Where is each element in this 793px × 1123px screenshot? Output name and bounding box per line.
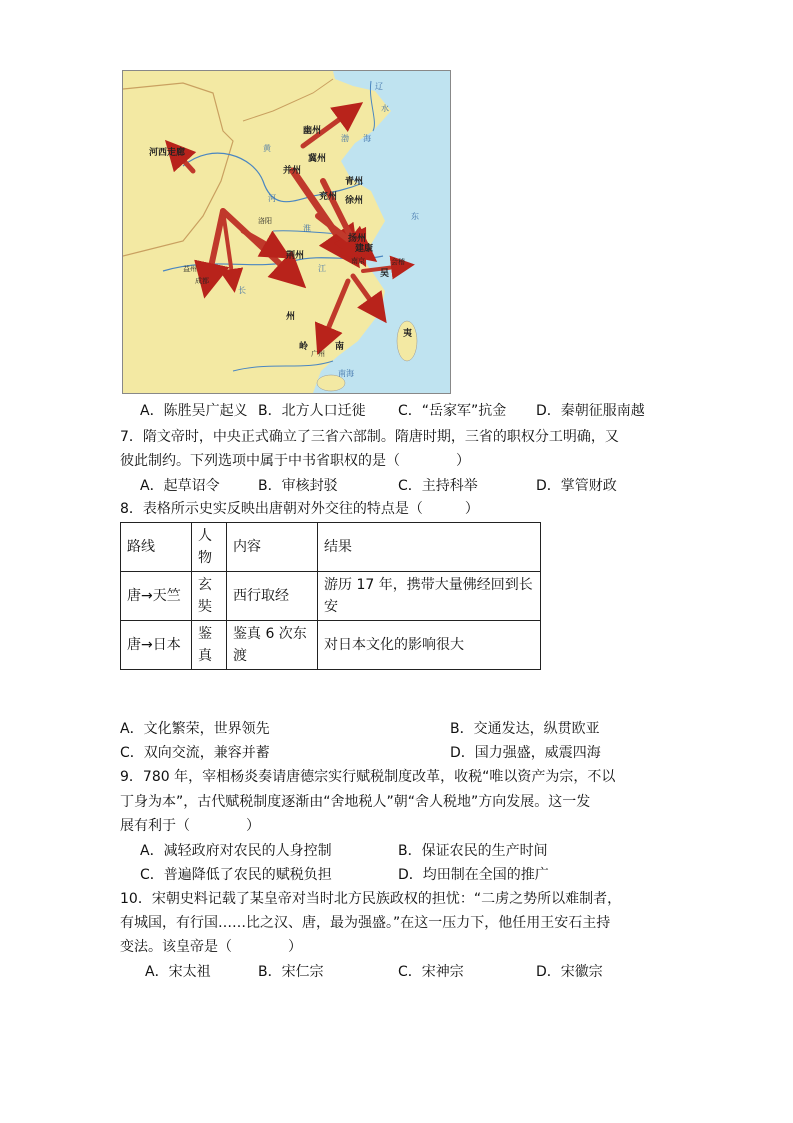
label-jingzhou: 荆州 — [286, 251, 305, 261]
table-cell: 鉴真 6 次东渡 — [227, 621, 318, 670]
q9-option-a: A．减轻政府对农民的人身控制 — [140, 843, 332, 859]
table-header-cell: 人物 — [192, 523, 227, 572]
migration-map — [122, 70, 451, 394]
label-wu: 吴 — [380, 269, 390, 279]
island-yizhou — [397, 321, 417, 361]
map-svg — [123, 71, 450, 393]
label-bohai: 渤 — [341, 134, 349, 143]
q10-option-a: A．宋太祖 — [145, 964, 211, 980]
label-dong: 东 — [411, 212, 419, 221]
label-jiang: 江 — [318, 264, 326, 273]
label-yanzhou: 兖州 — [319, 192, 338, 202]
q7-option-a: A．起草诏令 — [140, 478, 220, 494]
table-cell: 唐→天竺 — [121, 572, 192, 621]
q7-stem-line2: 彼此制约。下列选项中属于中书省职权的是（ ） — [120, 453, 470, 469]
label-yangzhou: 扬州 — [348, 234, 367, 244]
label-bingzhou: 并州 — [283, 166, 302, 176]
table-header-cell: 结果 — [318, 523, 541, 572]
label-chengdu: 成都 — [195, 277, 209, 285]
q10-option-b: B．宋仁宗 — [258, 964, 324, 980]
q10-stem-line1: 10．宋朝史料记载了某皇帝对当时北方民族政权的担忧：“二虏之势所以难制者， — [120, 891, 622, 907]
q8-option-c: C．双向交流，兼容并蓄 — [120, 745, 270, 761]
label-nanjing: 南京 — [351, 257, 365, 265]
table-cell: 鉴真 — [192, 621, 227, 670]
label-guangzhou: 广州 — [311, 350, 325, 358]
table-cell: 游历 17 年，携带大量佛经回到长安 — [318, 572, 541, 621]
q9-stem-line3: 展有利于（ ） — [120, 818, 260, 834]
q7-stem-line1: 7．隋文帝时，中央正式确立了三省六部制。隋唐时期，三省的职权分工明确，又 — [120, 429, 619, 445]
label-chang: 长 — [238, 286, 246, 295]
q7-option-d: D．掌管财政 — [536, 478, 617, 494]
table-header-row — [121, 523, 541, 572]
label-jizhou: 冀州 — [308, 154, 327, 164]
label-huai: 淮 — [303, 224, 311, 233]
q6-option-d: D．秦朝征服南越 — [536, 403, 645, 419]
label-shui: 水 — [381, 104, 389, 113]
label-liao: 辽 — [375, 82, 383, 91]
q9-stem-line2: 丁身为本”，古代赋税制度逐渐由“舍地税人”朝“舍人税地”方向发展。这一发 — [120, 794, 591, 810]
table-header-cell: 内容 — [227, 523, 318, 572]
label-jiankang: 建康 — [355, 244, 374, 254]
q10-stem-line3: 变法。该皇帝是（ ） — [120, 939, 302, 955]
label-yi: 夷 — [403, 329, 413, 339]
q6-option-c: C．“岳家军”抗金 — [398, 403, 507, 419]
table-row — [121, 621, 541, 670]
table-cell: 唐→日本 — [121, 621, 192, 670]
label-hexi: 河西走廊 — [149, 148, 186, 158]
label-huang: 黄 — [263, 144, 271, 153]
q10-option-c: C．宋神宗 — [398, 964, 464, 980]
label-hai: 海 — [363, 134, 371, 143]
q6-option-b: B．北方人口迁徙 — [258, 403, 366, 419]
q7-option-c: C．主持科举 — [398, 478, 478, 494]
q6-option-a: A．陈胜吴广起义 — [140, 403, 248, 419]
q9-option-d: D．均田制在全国的推广 — [398, 867, 549, 883]
label-nanhai: 南海 — [338, 369, 354, 378]
table-cell: 西行取经 — [227, 572, 318, 621]
q8-option-b: B．交通发达，纵贯欧亚 — [450, 721, 600, 737]
q8-table — [120, 522, 541, 670]
table-cell: 对日本文化的影响很大 — [318, 621, 541, 670]
q8-option-a: A．文化繁荣，世界领先 — [120, 721, 270, 737]
q10-option-d: D．宋徽宗 — [536, 964, 603, 980]
label-kuaiji: 会稽 — [391, 258, 405, 266]
table-header-cell: 路线 — [121, 523, 192, 572]
label-he: 河 — [268, 194, 276, 203]
label-xuzhou: 徐州 — [345, 196, 364, 206]
q8-stem: 8．表格所示史实反映出唐朝对外交往的特点是（ ） — [120, 501, 479, 517]
table-row — [121, 572, 541, 621]
label-qingzhou: 青州 — [345, 177, 364, 187]
label-luoyang: 洛阳 — [258, 217, 272, 225]
q9-option-b: B．保证农民的生产时间 — [398, 843, 548, 859]
q9-stem-line1: 9．780 年，宰相杨炎奏请唐德宗实行赋税制度改革，收税“唯以资产为宗，不以 — [120, 769, 616, 785]
label-lingnan: 岭 — [299, 342, 309, 352]
label-yizhou: 益州 — [183, 265, 197, 273]
q7-option-b: B．审核封驳 — [258, 478, 338, 494]
q8-option-d: D．国力强盛，威震四海 — [450, 745, 601, 761]
label-nan: 南 — [335, 342, 345, 352]
q10-stem-line2: 有城国，有行国……比之汉、唐，最为强盛。”在这一压力下，他任用王安石主持 — [120, 915, 611, 931]
label-zhou: 州 — [286, 312, 296, 322]
q9-option-c: C．普遍降低了农民的赋税负担 — [140, 867, 332, 883]
label-youzhou: 幽州 — [303, 126, 322, 136]
table-cell: 玄奘 — [192, 572, 227, 621]
